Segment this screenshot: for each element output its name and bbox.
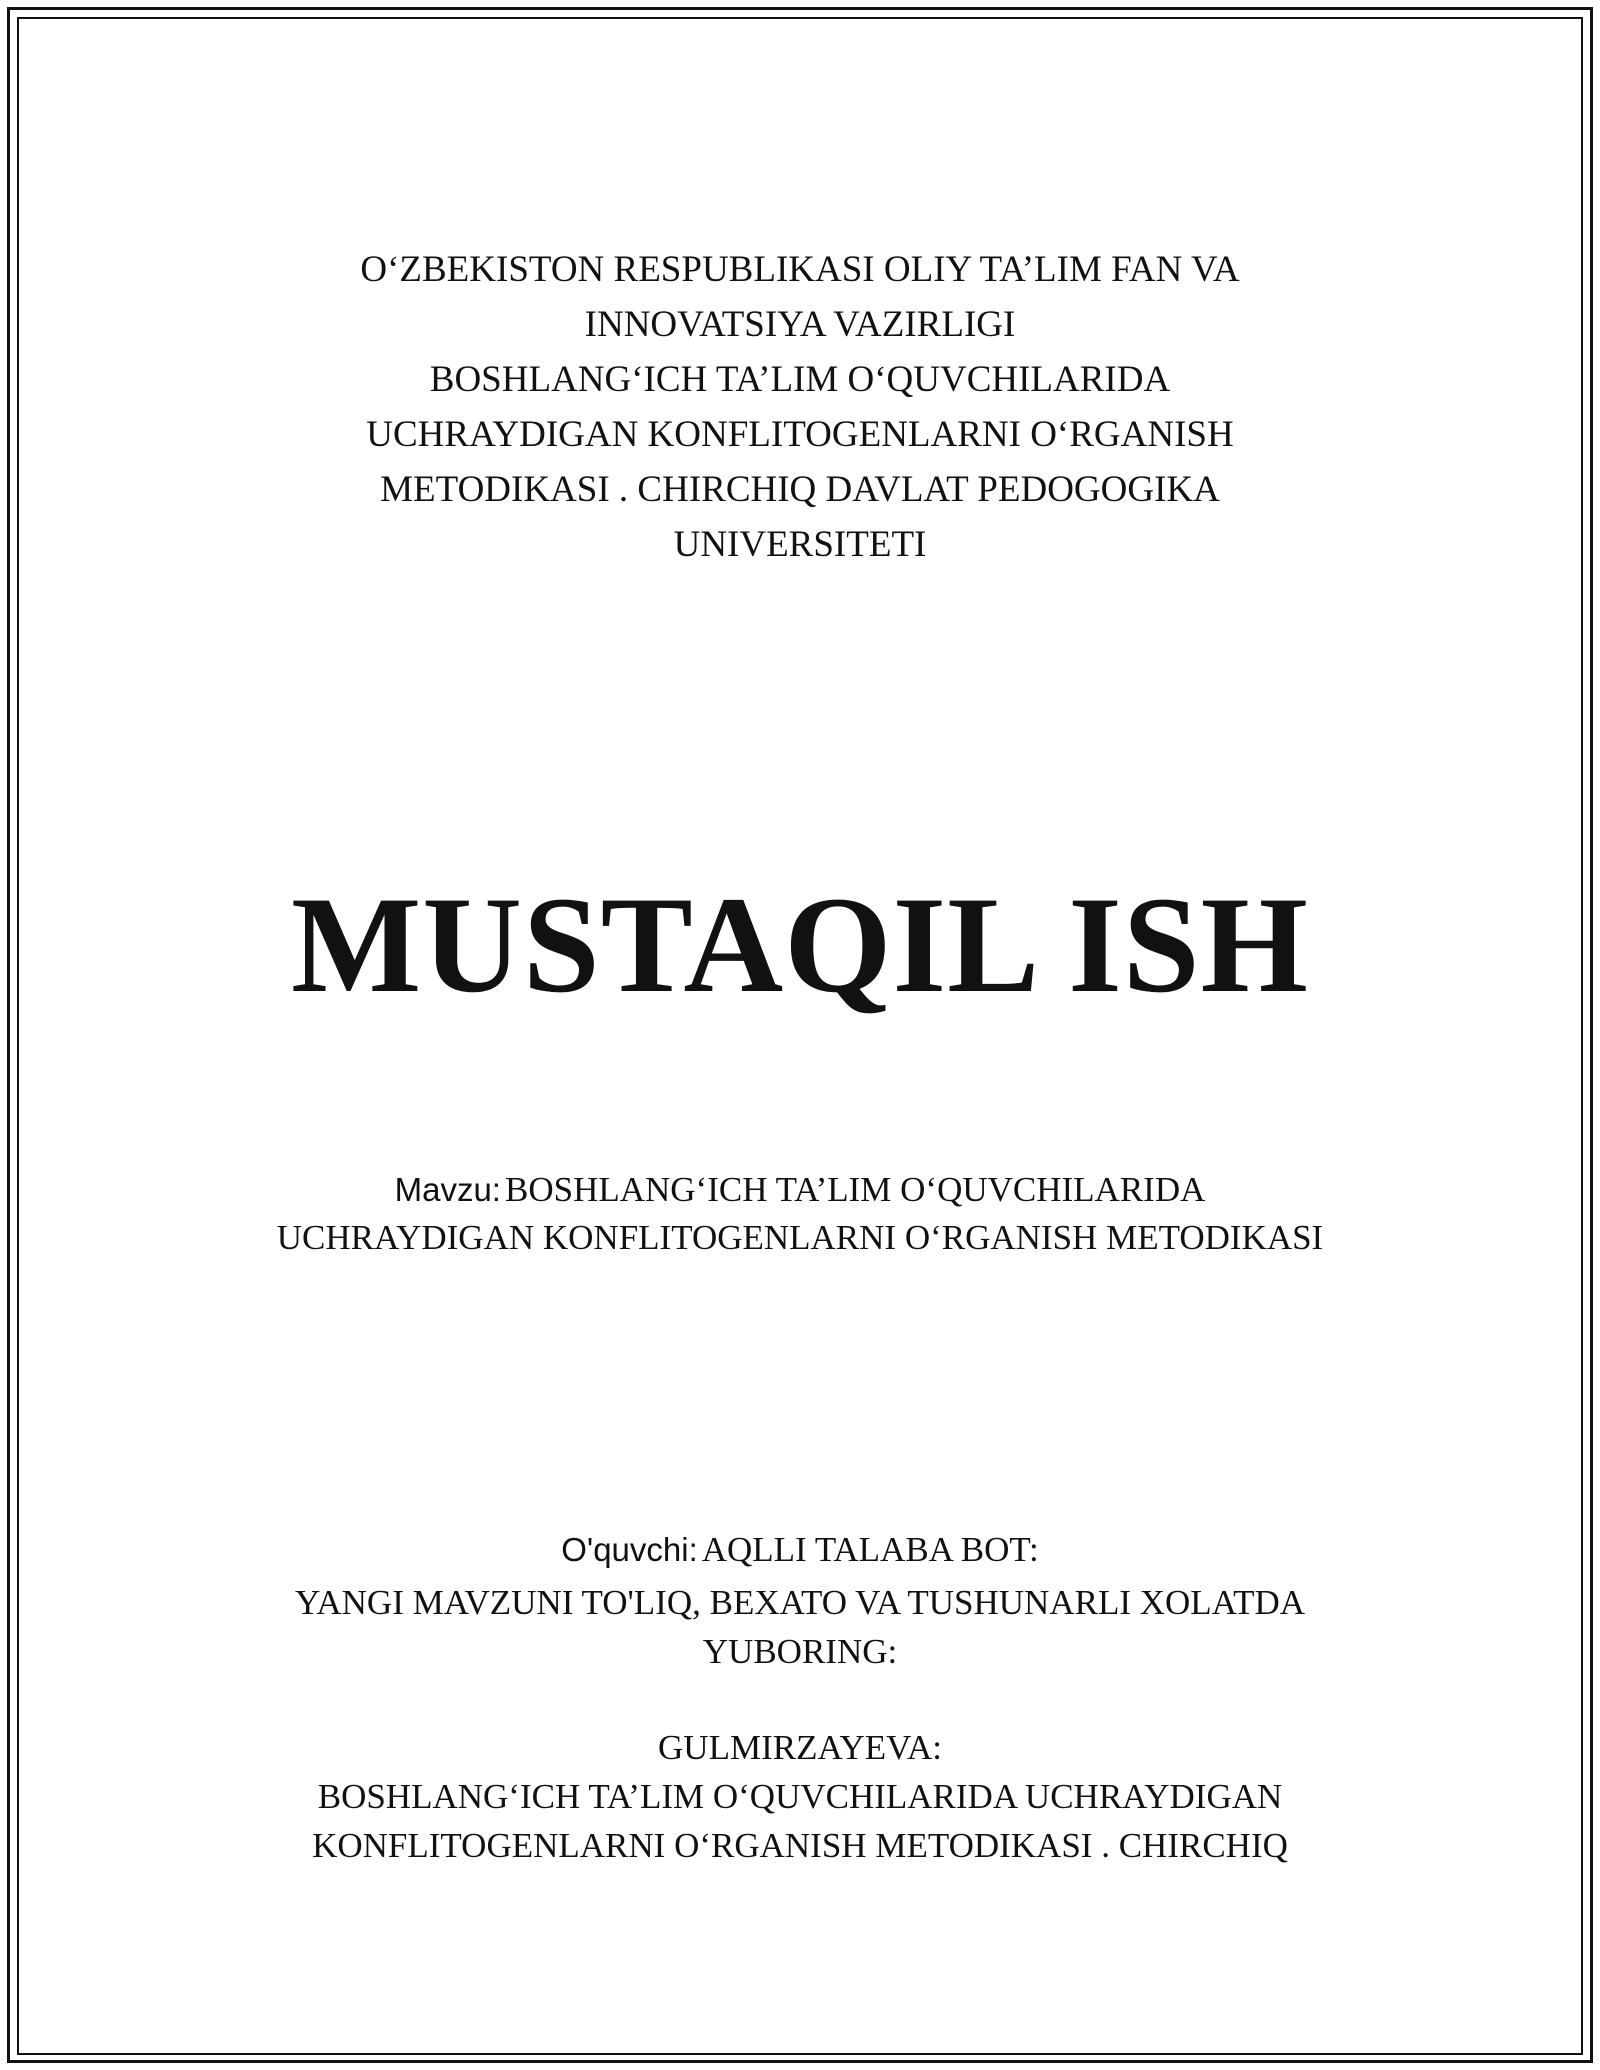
student-text-2: YANGI MAVZUNI TO'LIQ, BEXATO VA TUSHUNARLI XOLATDA	[294, 1583, 1305, 1622]
student-line-6	[0, 1824, 1600, 1875]
document-title: MUSTAQIL ISH	[291, 868, 1309, 1021]
student-line-1	[0, 1528, 1600, 1579]
header-line-5: METODIKASI . CHIRCHIQ DAVLAT PEDOGOGIKA	[380, 469, 1220, 510]
student-line-5	[0, 1775, 1600, 1826]
student-text-3: YUBORING:	[702, 1632, 898, 1671]
header-line-2: INNOVATSIYA VAZIRLIGI	[584, 304, 1016, 345]
topic-line-2	[0, 1216, 1600, 1267]
topic-text-1: BOSHLANG‘ICH TA’LIM O‘QUVCHILARIDA	[504, 1170, 1206, 1209]
header-line-6: UNIVERSITETI	[673, 524, 927, 565]
student-line-3	[0, 1630, 1600, 1681]
header-line-3: BOSHLANG‘ICH TA’LIM O‘QUVCHILARIDA	[429, 359, 1171, 400]
header-line-1: O‘ZBEKISTON RESPUBLIKASI OLIY TA’LIM FAN VA	[360, 249, 1240, 290]
student-line-2	[0, 1581, 1600, 1632]
header-line-4: UCHRAYDIGAN KONFLITOGENLARNI O‘RGANISH	[366, 414, 1234, 455]
student-text-1: AQLLI TALABA BOT:	[701, 1530, 1039, 1569]
topic-line-1	[0, 1168, 1600, 1219]
topic-text-2: UCHRAYDIGAN KONFLITOGENLARNI O‘RGANISH METODIKASI	[276, 1218, 1324, 1257]
student-text-4: GULMIRZAYEVA:	[658, 1728, 942, 1767]
student-text-5: BOSHLANG‘ICH TA’LIM O‘QUVCHILARIDA UCHRAYDIGAN	[317, 1777, 1283, 1816]
student-label: O'quvchi:	[561, 1531, 698, 1568]
student-line-4	[0, 1726, 1600, 1777]
student-text-6: KONFLITOGENLARNI O‘RGANISH METODIKASI . CHIRCHIQ	[312, 1826, 1288, 1865]
topic-label: Mavzu:	[394, 1171, 501, 1208]
